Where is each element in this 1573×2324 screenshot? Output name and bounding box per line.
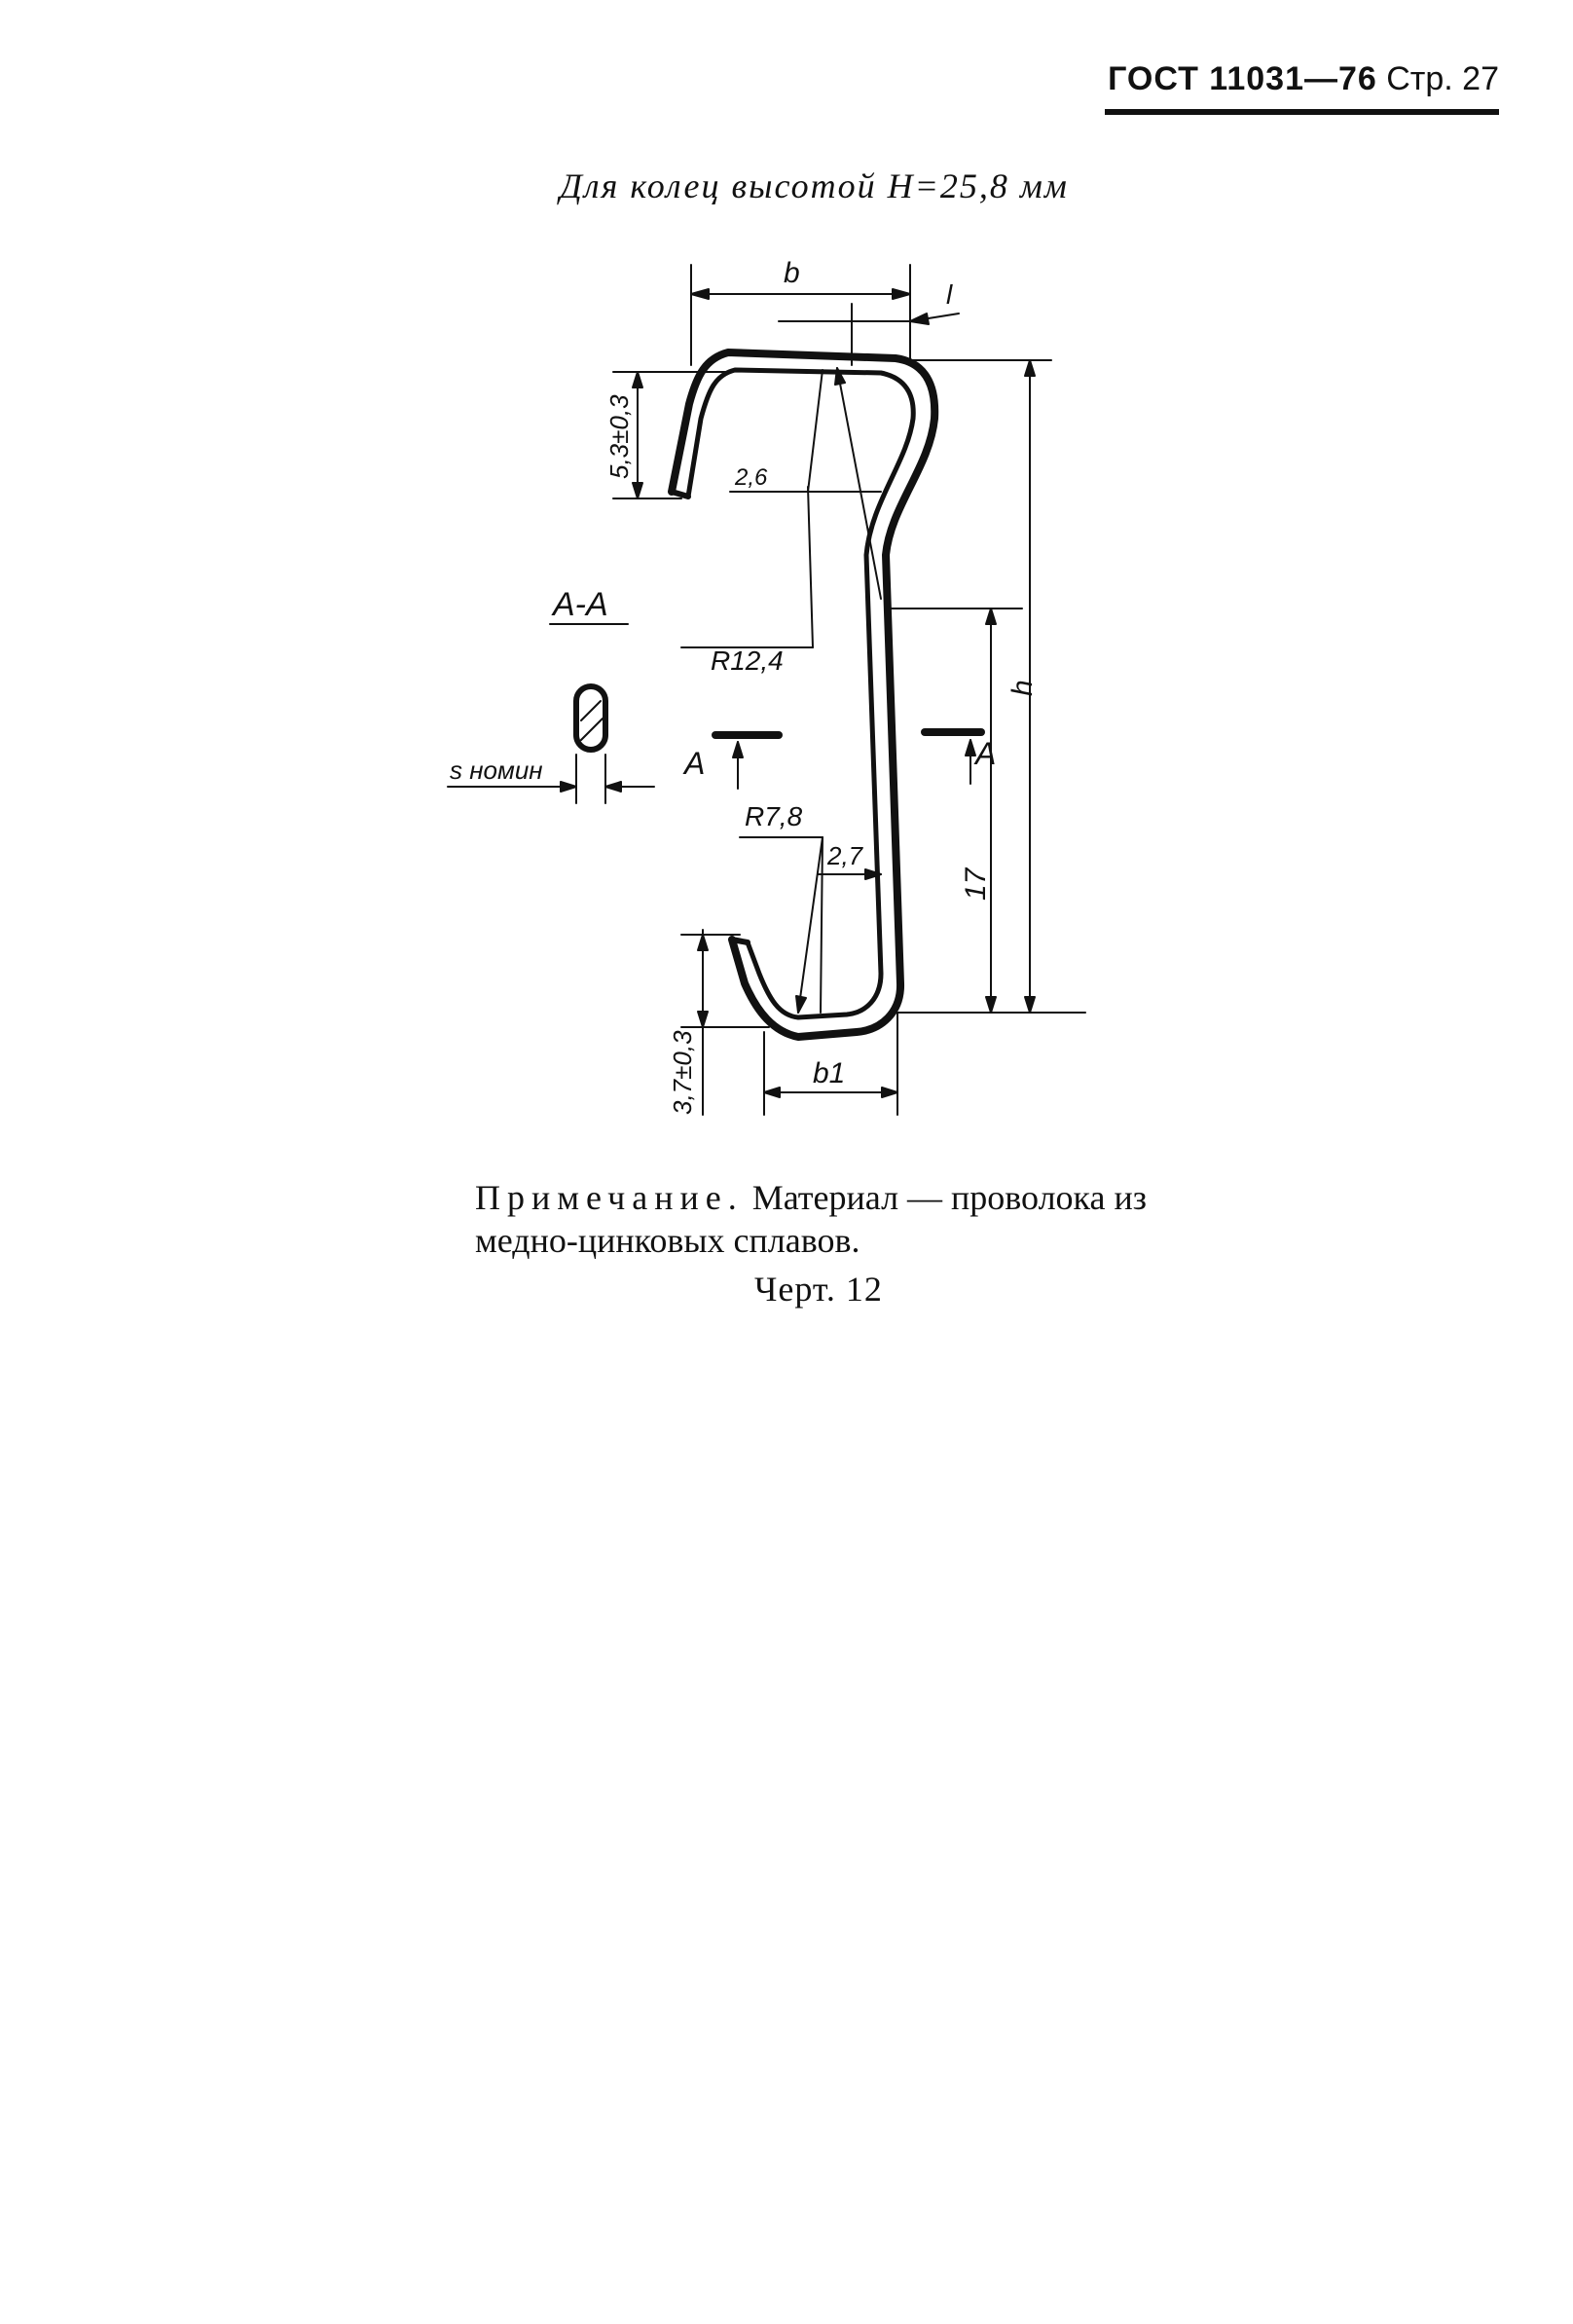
label-bottom-height: 3,7±0,3 bbox=[668, 1030, 697, 1115]
label-r12-4: R12,4 bbox=[711, 646, 784, 676]
label-b1: b1 bbox=[813, 1057, 846, 1089]
doc-number: ГОСТ 11031—76 bbox=[1108, 60, 1377, 97]
section-mark-right bbox=[925, 732, 981, 784]
dimension-2-7 bbox=[818, 869, 881, 879]
note-lead: Примечание. bbox=[475, 1178, 744, 1217]
radius-12-4-leader bbox=[681, 368, 881, 647]
label-r7-8: R7,8 bbox=[745, 801, 803, 831]
note-text-line2: медно-цинковых сплавов. bbox=[475, 1221, 860, 1260]
technical-drawing bbox=[0, 0, 1573, 1149]
label-h: h bbox=[1006, 680, 1039, 696]
label-2-7: 2,7 bbox=[827, 841, 863, 870]
drawing-title: Для колец высотой H=25,8 мм bbox=[560, 166, 1069, 205]
hook-wire-inner bbox=[688, 370, 913, 1017]
label-2-6: 2,6 bbox=[735, 464, 768, 491]
label-b: b bbox=[784, 257, 800, 289]
hook-tip-top bbox=[672, 492, 688, 497]
section-a-a-shape bbox=[576, 686, 605, 750]
label-top-height: 5,3±0,3 bbox=[604, 394, 634, 479]
note-block bbox=[475, 1176, 1147, 1262]
label-section-right: А bbox=[975, 736, 997, 771]
dimension-17 bbox=[891, 609, 1022, 1013]
page-label: Стр. 27 bbox=[1386, 60, 1499, 97]
radius-7-8-leader bbox=[740, 837, 823, 1013]
hook-tip-bottom bbox=[732, 940, 748, 942]
section-mark-left bbox=[715, 735, 779, 789]
label-section-a-a: А-А bbox=[553, 586, 608, 623]
label-section-left: А bbox=[684, 746, 706, 781]
note-text-line1: Материал — проволока из bbox=[751, 1178, 1147, 1217]
label-s-nomin: s номин bbox=[450, 756, 543, 785]
figure-label: Черт. 12 bbox=[754, 1270, 883, 1309]
label-l: l bbox=[946, 279, 953, 310]
label-17: 17 bbox=[960, 867, 992, 901]
